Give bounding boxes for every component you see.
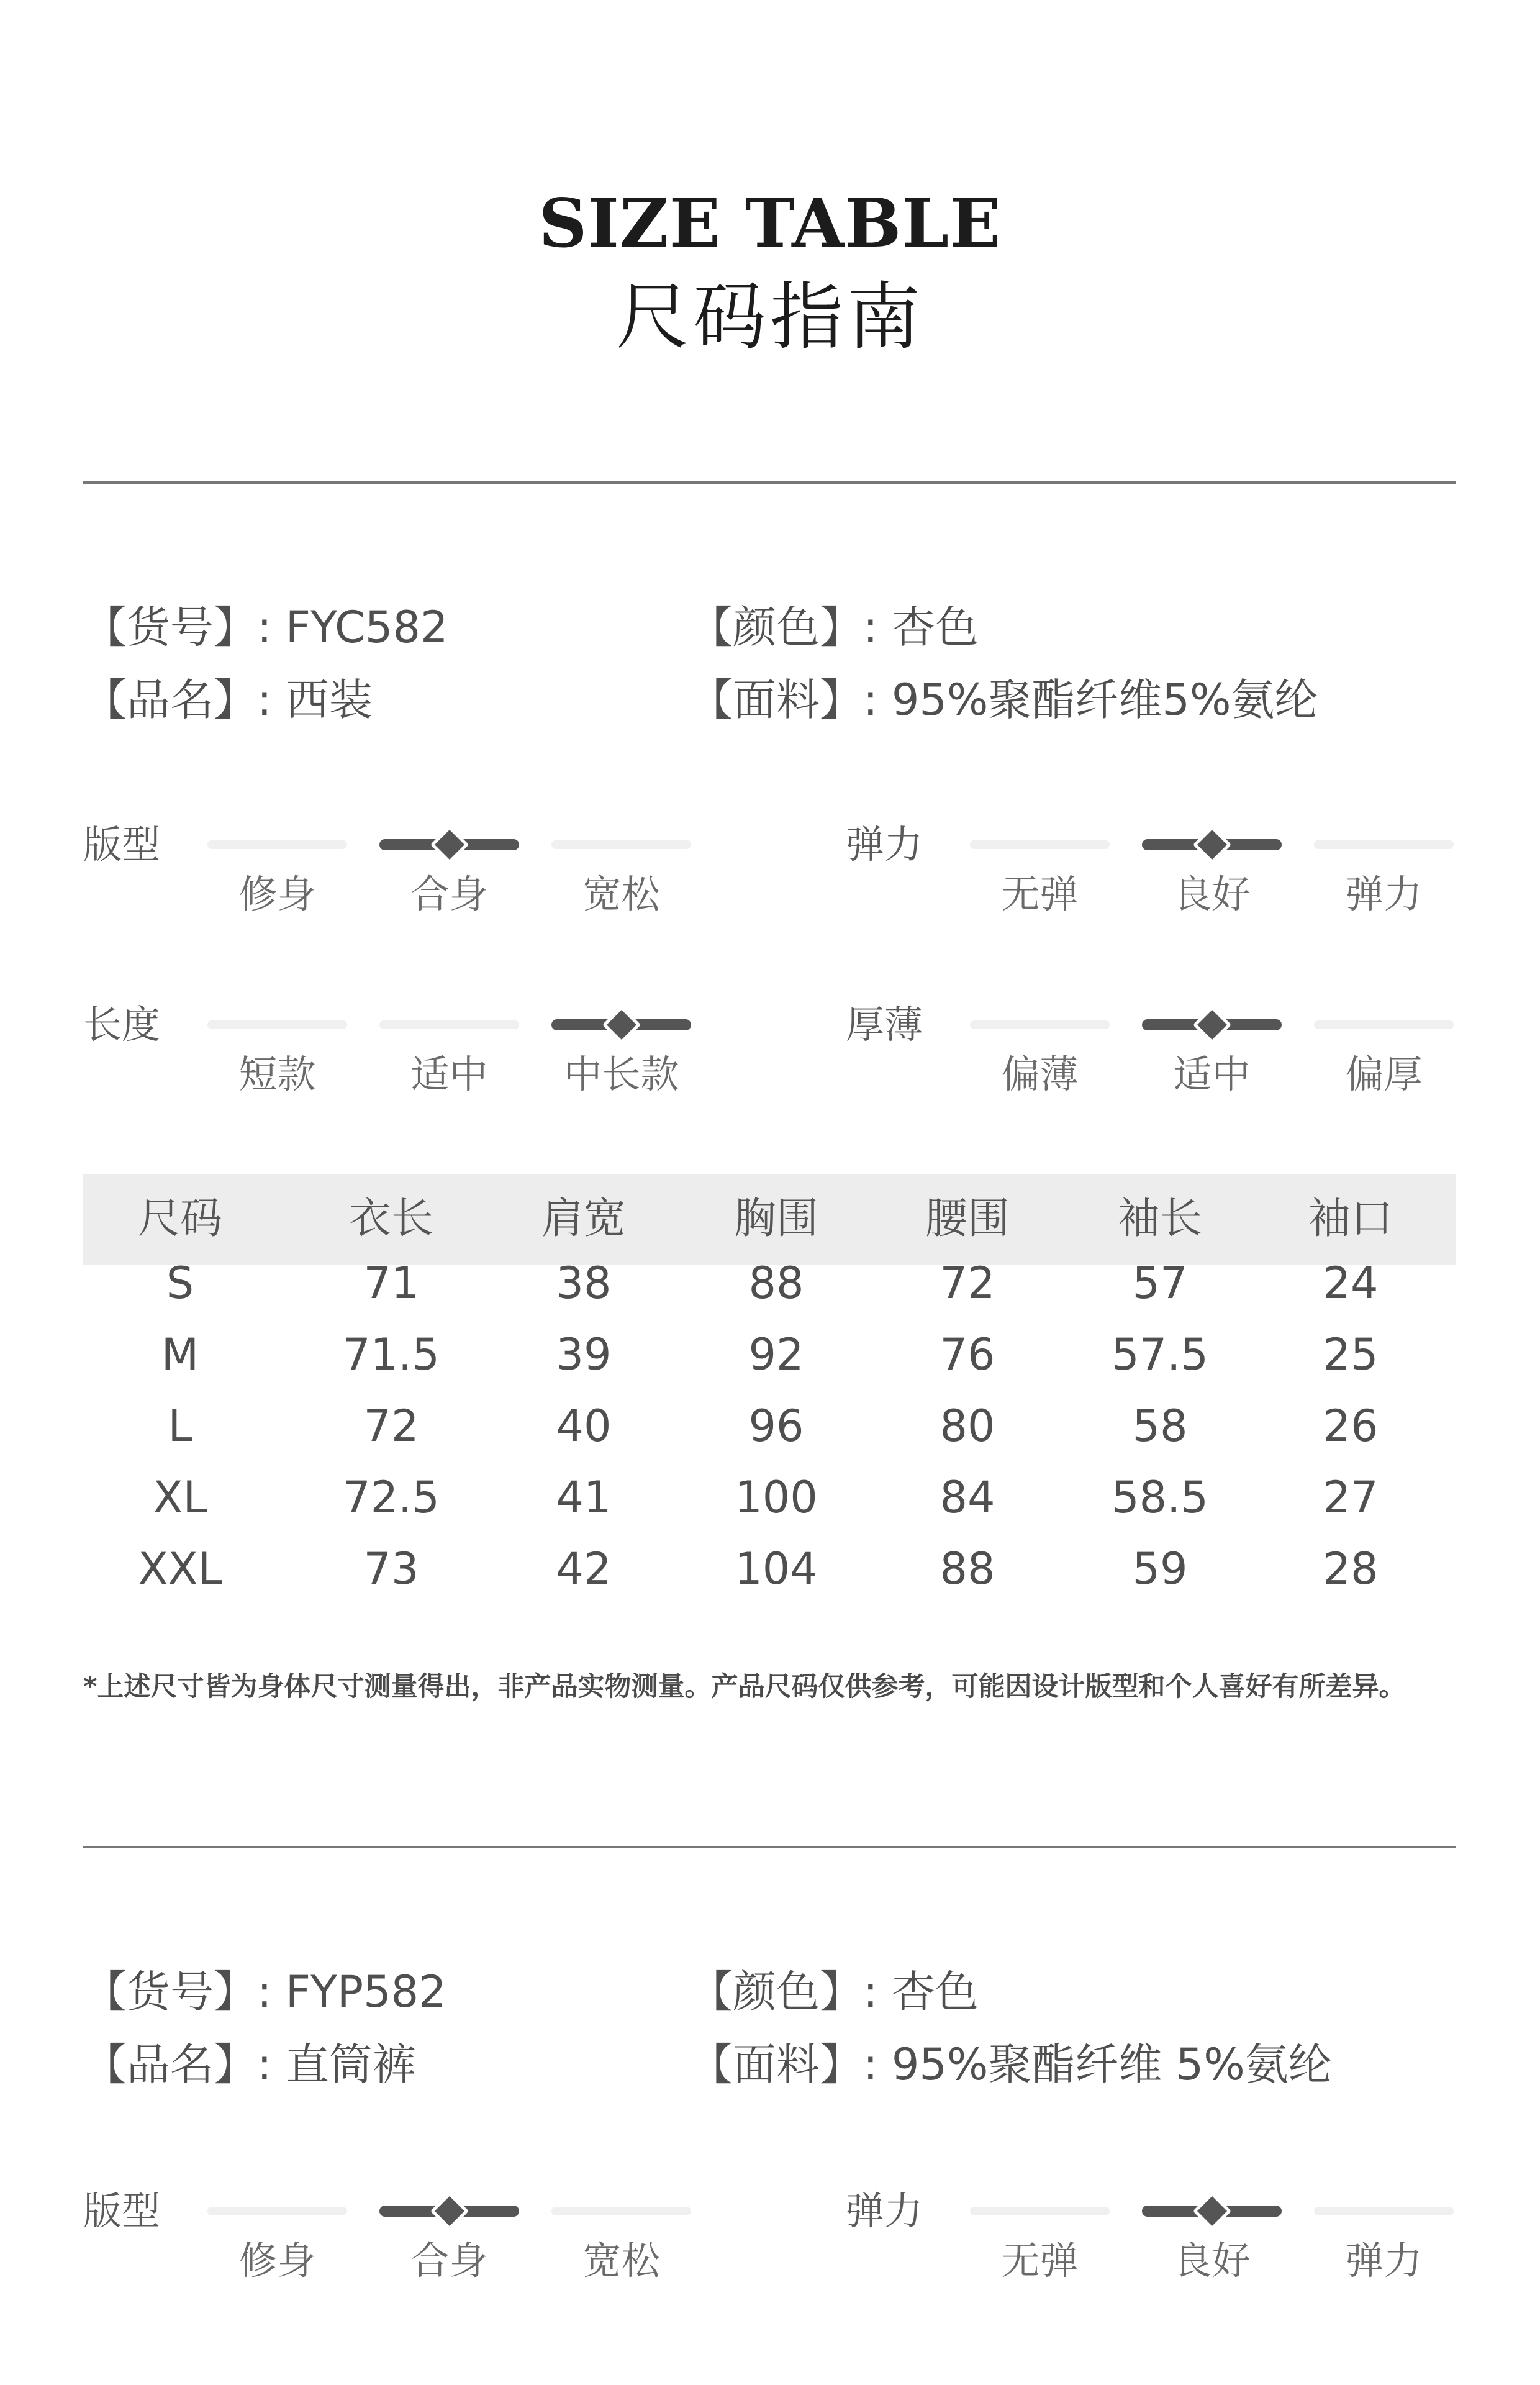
table-cell: 57 (1132, 1258, 1188, 1309)
attribute-label: 版型 (83, 822, 161, 867)
attribute-label: 弹力 (846, 2188, 923, 2233)
option-label: 宽松 (582, 871, 660, 917)
table-cell: 73 (363, 1543, 419, 1594)
slider-segment (207, 2207, 347, 2215)
slider-segment (970, 1020, 1110, 1029)
table-cell: 92 (748, 1329, 804, 1380)
table-cell: 39 (556, 1329, 612, 1380)
option-label: 合身 (410, 2238, 488, 2283)
jacket-sku: 【货号】: FYC582 (83, 602, 448, 653)
table-cell: S (166, 1258, 194, 1309)
pants-fabric: 【面料】: 95%聚酯纤维 5%氨纶 (689, 2039, 1332, 2090)
table-cell: 24 (1323, 1258, 1379, 1309)
table-column-header: 袖口 (1308, 1194, 1393, 1243)
pants-color: 【颜色】: 杏色 (689, 1966, 979, 2017)
attribute-label: 厚薄 (846, 1002, 923, 1047)
slider-marker-icon (430, 2192, 468, 2230)
jacket-name: 【品名】: 西装 (83, 675, 373, 725)
option-label: 良好 (1173, 871, 1251, 917)
attribute-label: 版型 (83, 2188, 161, 2233)
table-cell: 42 (556, 1543, 612, 1594)
table-cell: 88 (940, 1543, 995, 1594)
table-cell: 76 (940, 1329, 995, 1380)
option-label: 修身 (238, 871, 316, 917)
table-column-header: 肩宽 (541, 1194, 626, 1243)
slider-segment (1314, 840, 1454, 849)
table-cell: 59 (1132, 1543, 1188, 1594)
slider-marker-icon (602, 1006, 640, 1044)
option-label: 弹力 (1345, 2238, 1423, 2283)
table-cell: 25 (1323, 1329, 1379, 1380)
table-column-header: 尺码 (137, 1194, 222, 1243)
attribute-label: 长度 (83, 1002, 161, 1047)
slider-segment (1314, 2207, 1454, 2215)
table-cell: XL (153, 1472, 207, 1523)
table-column-header: 胸围 (733, 1194, 818, 1243)
table-column-header: 袖长 (1117, 1194, 1202, 1243)
table-column-header: 腰围 (925, 1194, 1010, 1243)
slider-segment (207, 1020, 347, 1029)
table-cell: M (161, 1329, 199, 1380)
table-cell: 71.5 (343, 1329, 440, 1380)
option-label: 无弹 (1001, 871, 1079, 917)
option-label: 良好 (1173, 2238, 1251, 2283)
table-cell: 80 (940, 1401, 995, 1451)
slider-segment (970, 840, 1110, 849)
title-chinese: 尺码指南 (615, 274, 924, 360)
table-column-header: 衣长 (348, 1194, 433, 1243)
divider (83, 1846, 1456, 1848)
table-cell: 38 (556, 1258, 612, 1309)
table-cell: 84 (940, 1472, 995, 1523)
table-cell: 26 (1323, 1401, 1379, 1451)
table-cell: 88 (748, 1258, 804, 1309)
option-label: 修身 (238, 2238, 316, 2283)
jacket-fabric: 【面料】: 95%聚酯纤维5%氨纶 (689, 675, 1318, 725)
option-label: 适中 (410, 1052, 488, 1097)
table-cell: 72.5 (343, 1472, 440, 1523)
table-cell: XXL (138, 1543, 222, 1594)
table-cell: 72 (363, 1401, 419, 1451)
disclaimer-note: *上述尺寸皆为身体尺寸测量得出，非产品实物测量。产品尺码仅供参考，可能因设计版型和个人喜好有所差异。 (83, 1671, 1406, 1702)
table-cell: 100 (735, 1472, 818, 1523)
table-cell: 104 (735, 1543, 818, 1594)
title-english: SIZE TABLE (538, 184, 1002, 263)
table-cell: 71 (363, 1258, 419, 1309)
slider-segment (1314, 1020, 1454, 1029)
table-cell: 41 (556, 1472, 612, 1523)
slider-segment (551, 2207, 691, 2215)
pants-name: 【品名】: 直筒裤 (83, 2039, 416, 2090)
table-cell: L (168, 1401, 192, 1451)
slider-segment (379, 1020, 519, 1029)
option-label: 适中 (1173, 1052, 1251, 1097)
table-cell: 27 (1323, 1472, 1379, 1523)
table-cell: 40 (556, 1401, 612, 1451)
option-label: 弹力 (1345, 871, 1423, 917)
option-label: 短款 (238, 1052, 316, 1097)
slider-marker-icon (1192, 825, 1231, 864)
option-label: 无弹 (1001, 2238, 1079, 2283)
table-cell: 96 (748, 1401, 804, 1451)
slider-segment (551, 840, 691, 849)
option-label: 偏薄 (1001, 1052, 1079, 1097)
option-label: 偏厚 (1345, 1052, 1423, 1097)
table-cell: 72 (940, 1258, 995, 1309)
jacket-color: 【颜色】: 杏色 (689, 602, 979, 653)
option-label: 合身 (410, 871, 488, 917)
option-label: 中长款 (563, 1052, 679, 1097)
slider-marker-icon (1192, 1006, 1231, 1044)
slider-segment (207, 840, 347, 849)
slider-marker-icon (1192, 2192, 1231, 2230)
divider (83, 481, 1456, 484)
table-cell: 58.5 (1112, 1472, 1208, 1523)
attribute-label: 弹力 (846, 822, 923, 867)
table-cell: 57.5 (1112, 1329, 1208, 1380)
option-label: 宽松 (582, 2238, 660, 2283)
slider-marker-icon (430, 825, 468, 864)
pants-sku: 【货号】: FYP582 (83, 1966, 446, 2017)
table-cell: 58 (1132, 1401, 1188, 1451)
slider-segment (970, 2207, 1110, 2215)
table-cell: 28 (1323, 1543, 1379, 1594)
